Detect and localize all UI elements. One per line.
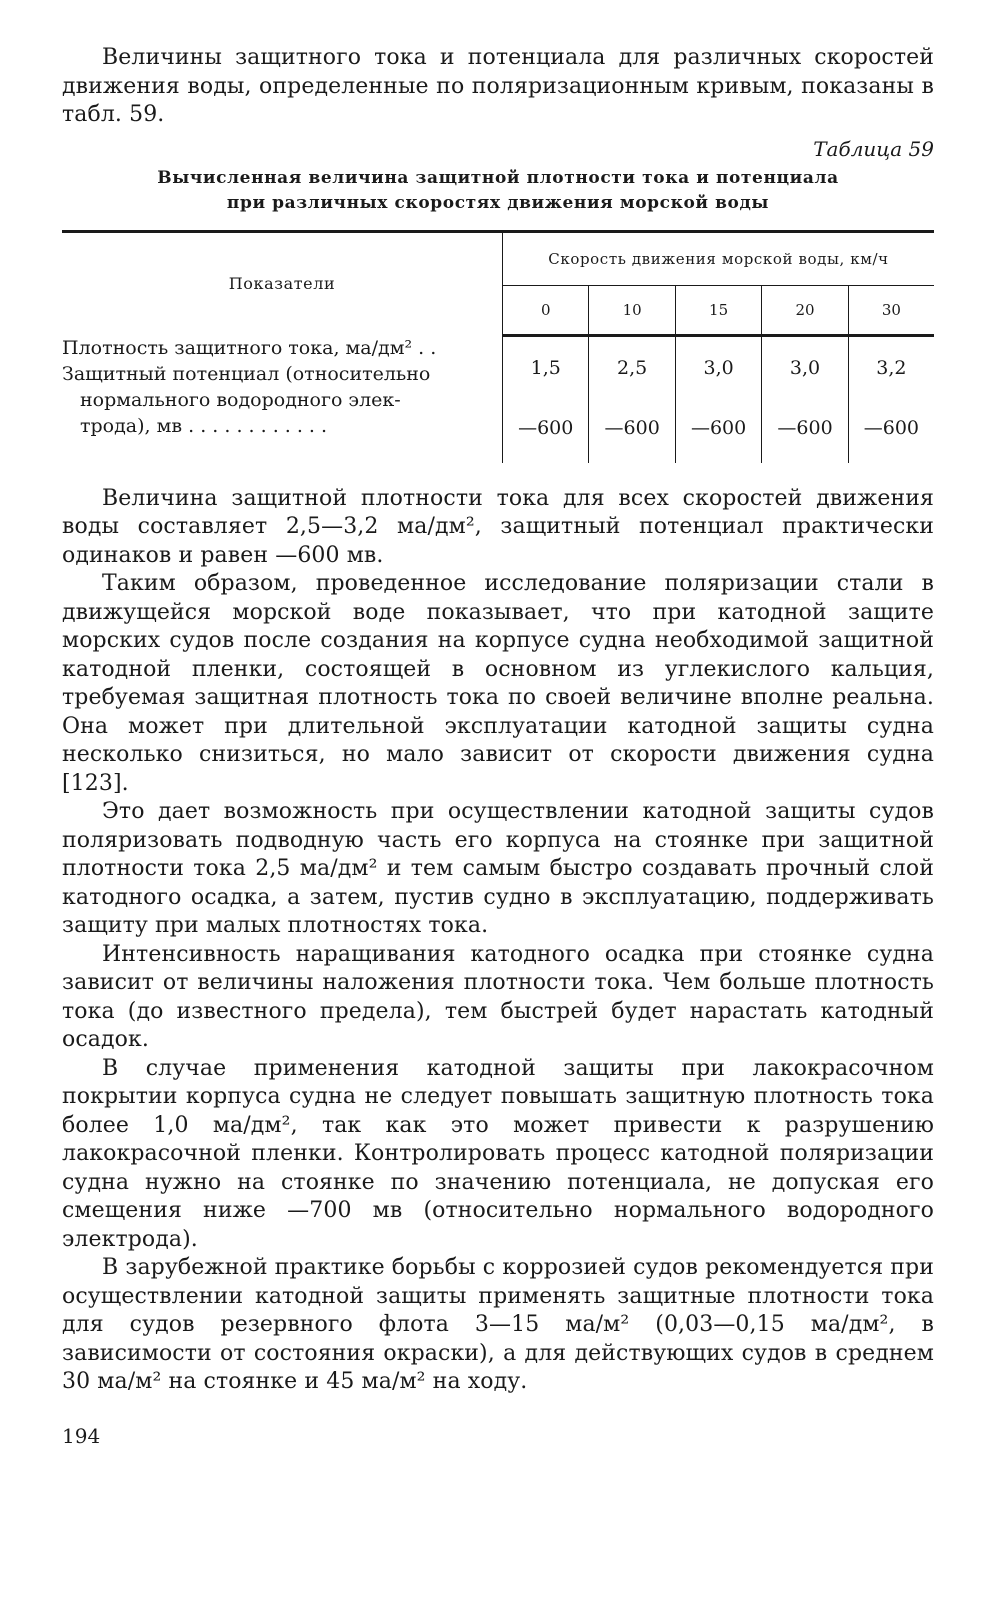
paragraph-4: Интенсивность наращивания катодного осадка при стоянке судна зависит от величины наложения плотности тока. Чем больше плотность тока (до известного предела), тем быстрей будет нарастать катодный осадок. [62, 941, 934, 1052]
row-label-potential-1: Защитный потенциал (относительно [62, 363, 431, 385]
row-label-current-density: Плотность защитного тока, ма/дм² . . [62, 337, 437, 359]
potential-value: —600 [604, 416, 660, 439]
paragraph-6: В зарубежной практике борьбы с коррозией судов рекомендуется при осуществлении катодной защиты применять защитные плотности тока для судов резервного флота 3—15 ма/м² (0,03—0,15 ма/дм², в зависимости от состояния окраски), а для действующих судов в среднем 30 ма/м² на стоянке и 45 ма/м² на ходу. [62, 1255, 934, 1394]
table-label: Таблица 59 [813, 136, 934, 161]
value-col-30 [848, 335, 934, 463]
value-col-10 [589, 335, 675, 463]
paragraph-3: Это дает возможность при осуществлении катодной защиты судов поляризовать подводную часть его корпуса на стоянке при защитной плотности тока 2,5 ма/дм² и тем самым быстро создавать прочный слой катодного осадка, а затем, пустив судно в эксплуатацию, поддерживать защиту при малых плотностях тока. [62, 799, 934, 938]
intro-paragraph: Величины защитного тока и потенциала для различных скоростей движения воды, определенные по поляризационным кривым, показаны в табл. 59. [62, 45, 934, 127]
potential-value: —600 [777, 416, 833, 439]
book-page [62, 44, 934, 1449]
density-value: 1,5 [530, 356, 561, 379]
body-text [62, 485, 934, 1397]
speed-col-20: 20 [762, 285, 848, 335]
density-value: 2,5 [617, 356, 648, 379]
table-title-line-1: Вычисленная величина защитной плотности тока и потенциала [157, 167, 839, 188]
speed-col-15: 15 [675, 285, 761, 335]
potential-value: —600 [690, 416, 747, 439]
potential-value: —600 [863, 416, 919, 439]
value-col-20 [762, 335, 848, 463]
density-value: 3,0 [703, 356, 734, 379]
row-label-potential-2: нормального водородного элек- [80, 389, 401, 411]
value-col-0 [503, 335, 589, 463]
header-indicators: Показатели [62, 231, 503, 335]
page-number: 194 [62, 1423, 101, 1448]
table-row [62, 335, 934, 463]
data-table [62, 230, 934, 463]
density-value: 3,0 [789, 356, 821, 379]
speed-col-30: 30 [848, 285, 934, 335]
paragraph-1: Величина защитной плотности тока для всех скоростей движения воды составляет 2,5—3,2 ма/дм², защитный потенциал практически одинаков и равен —600 мв. [62, 485, 934, 568]
table-title-line-2: при различных скоростях движения морской воды [226, 192, 770, 213]
row-labels [62, 335, 503, 463]
value-col-15 [675, 335, 761, 463]
potential-value: —600 [518, 416, 574, 439]
speed-col-0: 0 [503, 285, 589, 335]
row-label-potential-3: трода), мв . . . . . . . . . . . . [80, 415, 328, 437]
header-speed: Скорость движения морской воды, км/ч [503, 231, 935, 285]
table-title [62, 166, 934, 216]
paragraph-5: В случае применения катодной защиты при лакокрасочном покрытии корпуса судна не следует повышать защитную плотность тока более 1,0 ма/дм², так как это может привести к разрушению лакокрасочной пленки. Контролировать процесс катодной поляризации судна нужно на стоянке по значению потенциала, не допуская его смещения ниже —700 мв (относительно нормального водородного электрода). [62, 1055, 934, 1252]
paragraph-2: Таким образом, проведенное исследование поляризации стали в движущейся морской воде показывает, что при катодной защите морских судов после создания на корпусе судна необходимой защитной катодной пленки, состоящей в основном из углекислого кальция, требуемая защитная плотность тока по своей величине вполне реальна. Она может при длительной эксплуатации катодной защиты судна несколько снизиться, но мало зависит от скорости движения судна [123]. [62, 571, 934, 796]
speed-col-10: 10 [589, 285, 675, 335]
density-value: 3,2 [876, 356, 907, 379]
